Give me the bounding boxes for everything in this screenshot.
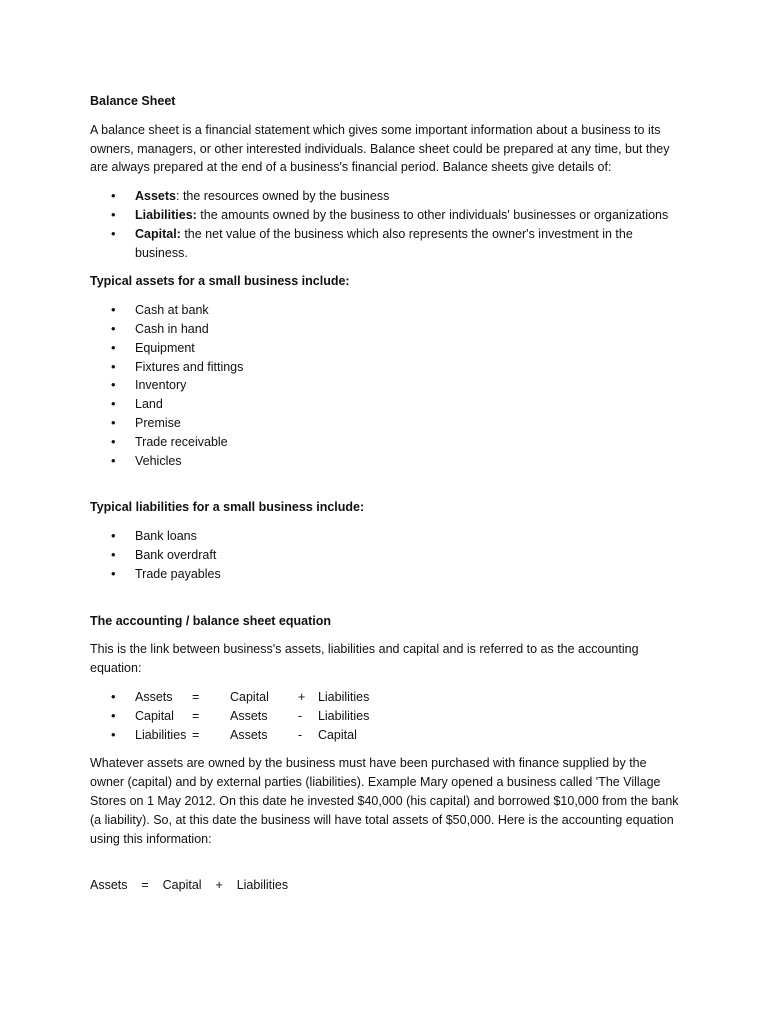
spacer	[90, 480, 680, 498]
eq-operator: -	[298, 708, 303, 723]
eq-term: Assets	[135, 689, 173, 704]
list-item	[90, 565, 680, 584]
bullet-icon: •	[111, 188, 116, 204]
bullet-icon: •	[111, 320, 116, 336]
eq-term: Capital	[317, 727, 357, 742]
assets-list	[90, 301, 680, 470]
list-item	[90, 187, 680, 206]
equation-intro: This is the link between business's assets, liabilities and capital and is referred to as the accounting equation:	[90, 642, 639, 676]
bullet-icon: •	[111, 396, 116, 412]
bullet-icon: •	[111, 546, 116, 562]
asset-item: Inventory	[135, 378, 187, 393]
liabilities-list	[90, 527, 680, 583]
asset-item: Cash in hand	[135, 321, 209, 336]
list-item	[90, 376, 680, 395]
list-item	[90, 320, 680, 339]
eq-term: Capital	[135, 708, 174, 723]
detail-term: Assets	[135, 189, 176, 204]
liabilities-heading: Typical liabilities for a small business include:	[90, 500, 365, 515]
eq-term: Assets	[230, 708, 268, 723]
asset-item: Premise	[135, 415, 181, 430]
list-item	[90, 546, 680, 565]
detail-text: : the resources owned by the business	[176, 189, 390, 204]
bullet-icon: •	[111, 452, 116, 468]
list-item	[90, 225, 680, 263]
liability-item: Bank overdraft	[135, 547, 217, 562]
document-body	[90, 92, 680, 895]
eq-term: Liabilities	[236, 878, 289, 893]
bullet-icon: •	[111, 377, 116, 393]
equation-heading: The accounting / balance sheet equation	[90, 613, 332, 628]
assets-heading: Typical assets for a small business include:	[90, 274, 350, 289]
eq-operator: =	[141, 878, 149, 893]
list-item	[90, 707, 680, 726]
bullet-icon: •	[111, 688, 116, 704]
detail-text: the amounts owned by the business to other individuals' businesses or organizations	[196, 207, 669, 222]
bullet-icon: •	[111, 302, 116, 318]
asset-item: Equipment	[135, 340, 195, 355]
liability-item: Bank loans	[135, 529, 197, 544]
list-item	[90, 206, 680, 225]
detail-text: the net value of the business which also represents the owner's investment in the business.	[135, 226, 633, 260]
intro-paragraph: A balance sheet is a financial statement which gives some important information about a business to its owners, managers, or other interested individuals. Balance sheet could be prepared at any time, but they are always prepared at the end of a business's financial period. Balance sheets give details of:	[90, 122, 670, 175]
list-item	[90, 527, 680, 546]
list-item	[90, 433, 680, 452]
asset-item: Land	[135, 397, 163, 412]
eq-term: Assets	[90, 878, 128, 893]
asset-item: Trade receivable	[135, 434, 228, 449]
detail-term: Capital:	[135, 226, 181, 241]
page-title: Balance Sheet	[90, 94, 176, 108]
eq-term: Capital	[230, 689, 269, 704]
bullet-icon: •	[111, 726, 116, 742]
eq-term: Liabilities	[317, 689, 370, 704]
list-item	[90, 339, 680, 358]
eq-operator: +	[298, 689, 306, 704]
eq-term: Assets	[230, 727, 268, 742]
eq-term: Liabilities	[317, 708, 370, 723]
bullet-icon: •	[111, 225, 116, 241]
bullet-icon: •	[111, 565, 116, 581]
asset-item: Cash at bank	[135, 303, 209, 318]
liability-item: Trade payables	[135, 566, 221, 581]
asset-item: Vehicles	[135, 453, 182, 468]
list-item	[90, 358, 680, 377]
list-item	[90, 301, 680, 320]
list-item	[90, 688, 680, 707]
asset-item: Fixtures and fittings	[135, 359, 244, 374]
list-item	[90, 726, 680, 745]
detail-term: Liabilities:	[135, 207, 197, 222]
bullet-icon: •	[111, 339, 116, 355]
eq-term: Capital	[162, 878, 202, 893]
eq-operator: =	[192, 708, 200, 723]
spacer	[90, 594, 680, 612]
list-item	[90, 414, 680, 433]
eq-operator: +	[215, 878, 223, 893]
spacer	[90, 858, 680, 876]
bullet-icon: •	[111, 433, 116, 449]
example-paragraph: Whatever assets are owned by the business must have been purchased with finance supplied by the owner (capital) and by external parties (liabilities). Example Mary opened a business called 'The Village Stores on 1 May 2012. On this date he invested $40,000 (his capital) and borrowed $10,000 from the bank (a liability). So, at this date the business will have total assets of $50,000. Here is the accounting equation using this information:	[90, 756, 679, 846]
list-item	[90, 395, 680, 414]
eq-operator: -	[298, 727, 303, 742]
details-list	[90, 187, 680, 262]
eq-term: Liabilities	[135, 727, 187, 742]
final-equation	[90, 876, 680, 895]
eq-operator: =	[192, 727, 200, 742]
bullet-icon: •	[111, 358, 116, 374]
bullet-icon: •	[111, 206, 116, 222]
bullet-icon: •	[111, 707, 116, 723]
equations-list	[90, 688, 680, 744]
bullet-icon: •	[111, 528, 116, 544]
list-item	[90, 452, 680, 471]
bullet-icon: •	[111, 414, 116, 430]
eq-operator: =	[192, 689, 200, 704]
